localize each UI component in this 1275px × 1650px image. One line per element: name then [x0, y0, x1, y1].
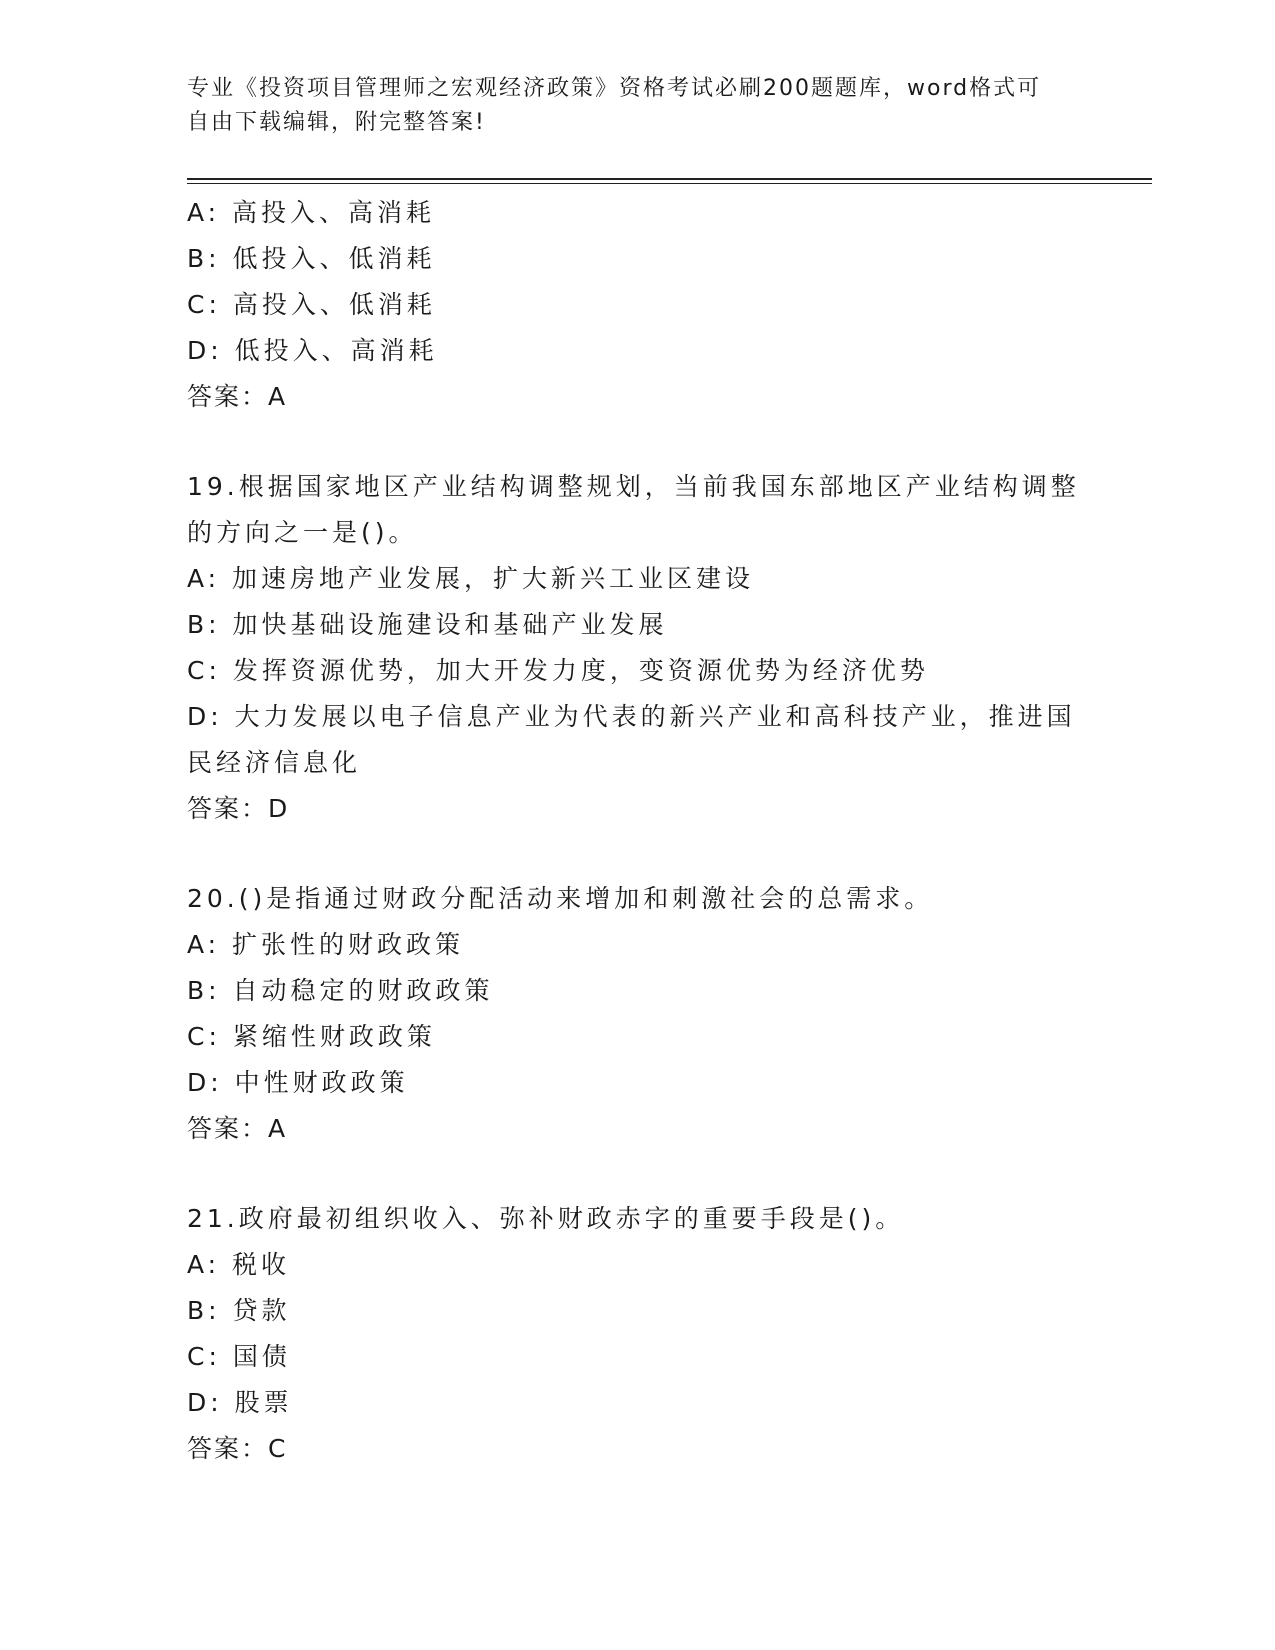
- option-d: D: 低投入、高消耗: [187, 336, 438, 365]
- option-d-line-2: 民经济信息化: [187, 748, 362, 777]
- question-block-21: [187, 1196, 1087, 1472]
- question-block-19: [187, 464, 1087, 832]
- answer: 答案：A: [187, 382, 288, 411]
- option-c: C: 发挥资源优势，加大开发力度，变资源优势为经济优势: [187, 656, 929, 685]
- header-rule-thick: [187, 178, 1152, 180]
- question-block-18: [187, 190, 1087, 420]
- question-text-line-2: 的方向之一是()。: [187, 518, 418, 547]
- question-text: 20.()是指通过财政分配活动来增加和刺激社会的总需求。: [187, 884, 934, 913]
- option-d: D: 股票: [187, 1388, 293, 1417]
- header-line-2: 自由下载编辑，附完整答案!: [187, 110, 486, 135]
- question-block-20: [187, 876, 1087, 1152]
- question-text: 21.政府最初组织收入、弥补财政赤字的重要手段是()。: [187, 1204, 905, 1233]
- option-d: D: 中性财政政策: [187, 1068, 409, 1097]
- option-a: A: 税收: [187, 1250, 291, 1279]
- option-c: C: 紧缩性财政政策: [187, 1022, 436, 1051]
- option-a: A: 加速房地产业发展，扩大新兴工业区建设: [187, 564, 755, 593]
- option-b: B: 自动稳定的财政政策: [187, 976, 494, 1005]
- option-c: C: 国债: [187, 1342, 291, 1371]
- option-b: B: 加快基础设施建设和基础产业发展: [187, 610, 668, 639]
- question-list: [187, 190, 1087, 1472]
- option-c: C: 高投入、低消耗: [187, 290, 436, 319]
- answer: 答案：D: [187, 794, 290, 823]
- option-a: A: 扩张性的财政政策: [187, 930, 465, 959]
- option-a: A: 高投入、高消耗: [187, 198, 436, 227]
- question-text-line-1: 19.根据国家地区产业结构调整规划，当前我国东部地区产业结构调整: [187, 472, 1080, 501]
- header-line-1: 专业《投资项目管理师之宏观经济政策》资格考试必刷200题题库，word格式可: [187, 76, 1042, 101]
- option-b: B: 低投入、低消耗: [187, 244, 436, 273]
- answer: 答案：A: [187, 1114, 288, 1143]
- header-rule-thin: [187, 183, 1152, 184]
- document-header: [187, 72, 1067, 140]
- option-d-line-1: D: 大力发展以电子信息产业为代表的新兴产业和高科技产业，推进国: [187, 702, 1076, 731]
- option-b: B: 贷款: [187, 1296, 291, 1325]
- answer: 答案：C: [187, 1434, 288, 1463]
